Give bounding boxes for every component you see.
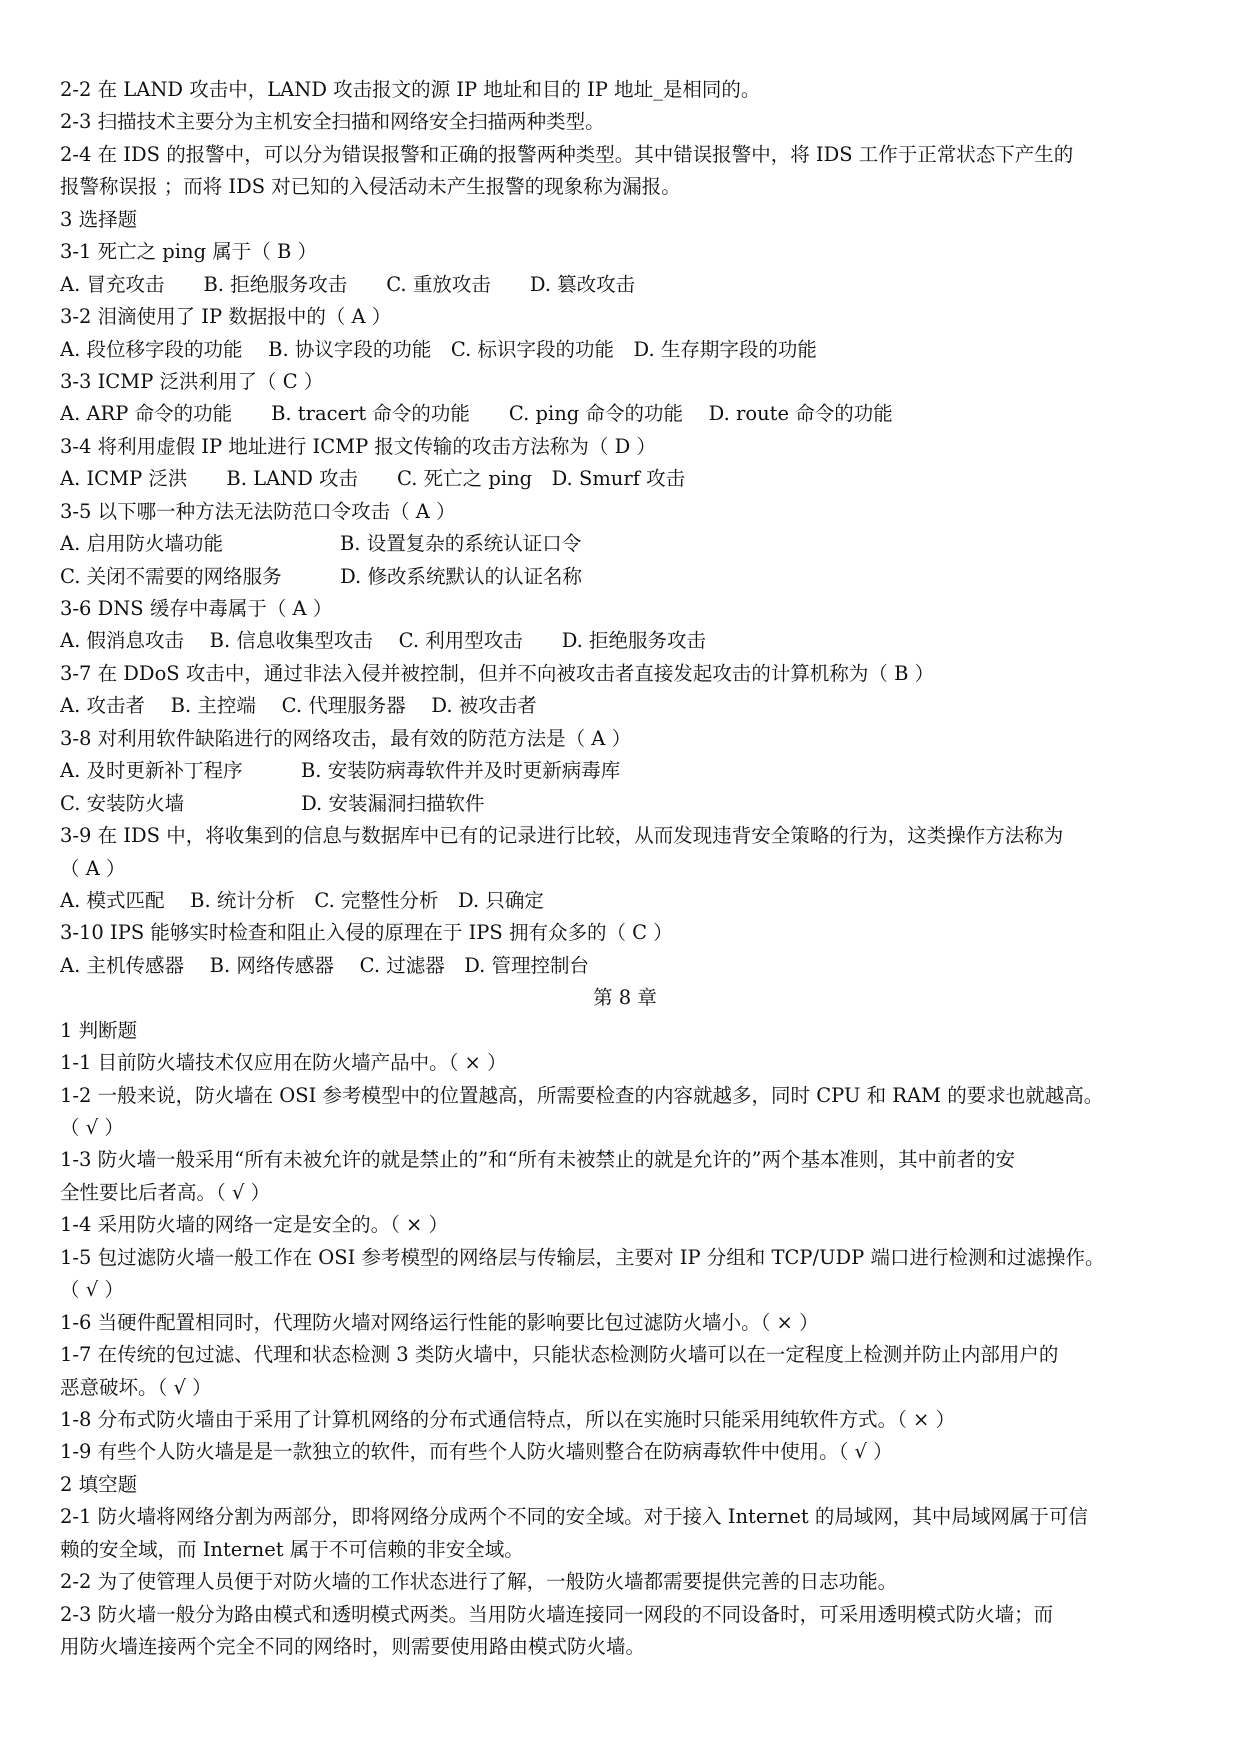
question: 3-1 死亡之 ping 属于（ B ） bbox=[60, 240, 317, 264]
answer-options: A. ARP 命令的功能 B. tracert 命令的功能 C. ping 命令的功能 D. route 命令的功能 bbox=[60, 402, 893, 426]
statement: （ √ ） bbox=[60, 1278, 124, 1302]
answer-options: A. 攻击者 B. 主控端 C. 代理服务器 D. 被攻击者 bbox=[60, 694, 537, 718]
text-line: 2-2 在 LAND 攻击中，LAND 攻击报文的源 IP 地址和目的 IP 地址_是相同的。 bbox=[60, 78, 761, 101]
question: 3-5 以下哪一种方法无法防范口令攻击（ A ） bbox=[60, 499, 456, 523]
question: 3-4 将利用虚假 IP 地址进行 ICMP 报文传输的攻击方法称为（ D ） bbox=[60, 434, 656, 458]
answer-options: C. 安装防火墙 D. 安装漏洞扫描软件 bbox=[60, 791, 485, 815]
question: 3-9 在 IDS 中，将收集到的信息与数据库中已有的记录进行比较，从而发现违背安全策略的行为，这类操作方法称为 bbox=[60, 824, 1064, 848]
answer-options: C. 关闭不需要的网络服务 D. 修改系统默认的认证名称 bbox=[60, 564, 582, 588]
question: 3-8 对利用软件缺陷进行的网络攻击，最有效的防范方法是（ A ） bbox=[60, 726, 632, 750]
question: 3-3 ICMP 泛洪利用了（ C ） bbox=[60, 369, 324, 393]
statement: 恶意破坏。（ √ ） bbox=[60, 1375, 212, 1399]
document-body bbox=[60, 74, 1190, 1663]
answer-options: A. 及时更新补丁程序 B. 安装防病毒软件并及时更新病毒库 bbox=[60, 759, 621, 783]
question: 3-6 DNS 缓存中毒属于（ A ） bbox=[60, 597, 333, 620]
text-line: 2-3 扫描技术主要分为主机安全扫描和网络安全扫描两种类型。 bbox=[60, 110, 605, 134]
statement: （ √ ） bbox=[60, 1116, 124, 1139]
answer-options: A. 主机传感器 B. 网络传感器 C. 过滤器 D. 管理控制台 bbox=[60, 953, 590, 977]
statement: 1-5 包过滤防火墙一般工作在 OSI 参考模型的网络层与传输层，主要对 IP 分组和 TCP/UDP 端口进行检测和过滤操作。 bbox=[60, 1245, 1105, 1269]
fill-in-item: 2-3 防火墙一般分为路由模式和透明模式两类。当用防火墙连接同一网段的不同设备时，可采用透明模式防火墙；而 bbox=[60, 1602, 1054, 1626]
chapter-title: 第 8 章 bbox=[593, 986, 657, 1010]
section-heading: 3 选择题 bbox=[60, 207, 138, 231]
question: （ A ） bbox=[60, 856, 126, 880]
fill-in-item: 2-1 防火墙将网络分割为两部分，即将网络分成两个不同的安全域。对于接入 Internet 的局域网，其中局域网属于可信 bbox=[60, 1505, 1088, 1529]
statement: 1-2 一般来说，防火墙在 OSI 参考模型中的位置越高，所需要检查的内容就越多，同时 CPU 和 RAM 的要求也就越高。 bbox=[60, 1083, 1104, 1107]
answer-options: A. 模式匹配 B. 统计分析 C. 完整性分析 D. 只确定 bbox=[60, 888, 544, 912]
question: 3-10 IPS 能够实时检查和阻止入侵的原理在于 IPS 拥有众多的（ C ） bbox=[60, 921, 673, 945]
statement: 1-3 防火墙一般采用“所有未被允许的就是禁止的”和“所有未被禁止的就是允许的”两个基本准则，其中前者的安 bbox=[60, 1148, 1015, 1172]
answer-options: A. 冒充攻击 B. 拒绝服务攻击 C. 重放攻击 D. 篡改攻击 bbox=[60, 272, 636, 296]
text-line: 2-4 在 IDS 的报警中，可以分为错误报警和正确的报警两种类型。其中错误报警中，将 IDS 工作于正常状态下产生的 bbox=[60, 142, 1074, 166]
question: 3-2 泪滴使用了 IP 数据报中的（ A ） bbox=[60, 305, 392, 329]
statement: 1-7 在传统的包过滤、代理和状态检测 3 类防火墙中，只能状态检测防火墙可以在一定程度上检测并防止内部用户的 bbox=[60, 1343, 1059, 1367]
statement: 1-6 当硬件配置相同时，代理防火墙对网络运行性能的影响要比包过滤防火墙小。（ × ） bbox=[60, 1310, 819, 1334]
fill-in-item: 用防火墙连接两个完全不同的网络时，则需要使用路由模式防火墙。 bbox=[60, 1635, 646, 1658]
text-line: 报警称误报 ；而将 IDS 对已知的入侵活动未产生报警的现象称为漏报。 bbox=[60, 175, 681, 199]
answer-options: A. 假消息攻击 B. 信息收集型攻击 C. 利用型攻击 D. 拒绝服务攻击 bbox=[60, 629, 707, 653]
statement: 1-9 有些个人防火墙是是一款独立的软件，而有些个人防火墙则整合在防病毒软件中使用。（ √ ） bbox=[60, 1440, 893, 1464]
fill-in-item: 2-2 为了使管理人员便于对防火墙的工作状态进行了解，一般防火墙都需要提供完善的日志功能。 bbox=[60, 1570, 898, 1594]
statement: 1-4 采用防火墙的网络一定是安全的。（ × ） bbox=[60, 1213, 449, 1237]
answer-options: A. 启用防火墙功能 B. 设置复杂的系统认证口令 bbox=[60, 532, 582, 556]
answer-options: A. ICMP 泛洪 B. LAND 攻击 C. 死亡之 ping D. Smurf 攻击 bbox=[60, 467, 686, 491]
answer-options: A. 段位移字段的功能 B. 协议字段的功能 C. 标识字段的功能 D. 生存期字段的功能 bbox=[60, 337, 817, 361]
statement: 全性要比后者高。（ √ ） bbox=[60, 1180, 271, 1204]
section-heading: 1 判断题 bbox=[60, 1018, 138, 1042]
statement: 1-8 分布式防火墙由于采用了计算机网络的分布式通信特点，所以在实施时只能采用纯软件方式。（ × ） bbox=[60, 1407, 956, 1431]
question: 3-7 在 DDoS 攻击中，通过非法入侵并被控制，但并不向被攻击者直接发起攻击的计算机称为（ B ） bbox=[60, 661, 935, 685]
statement: 1-1 目前防火墙技术仅应用在防火墙产品中。（ × ） bbox=[60, 1051, 507, 1075]
section-heading: 2 填空题 bbox=[60, 1472, 138, 1496]
fill-in-item: 赖的安全域，而 Internet 属于不可信赖的非安全域。 bbox=[60, 1537, 524, 1561]
